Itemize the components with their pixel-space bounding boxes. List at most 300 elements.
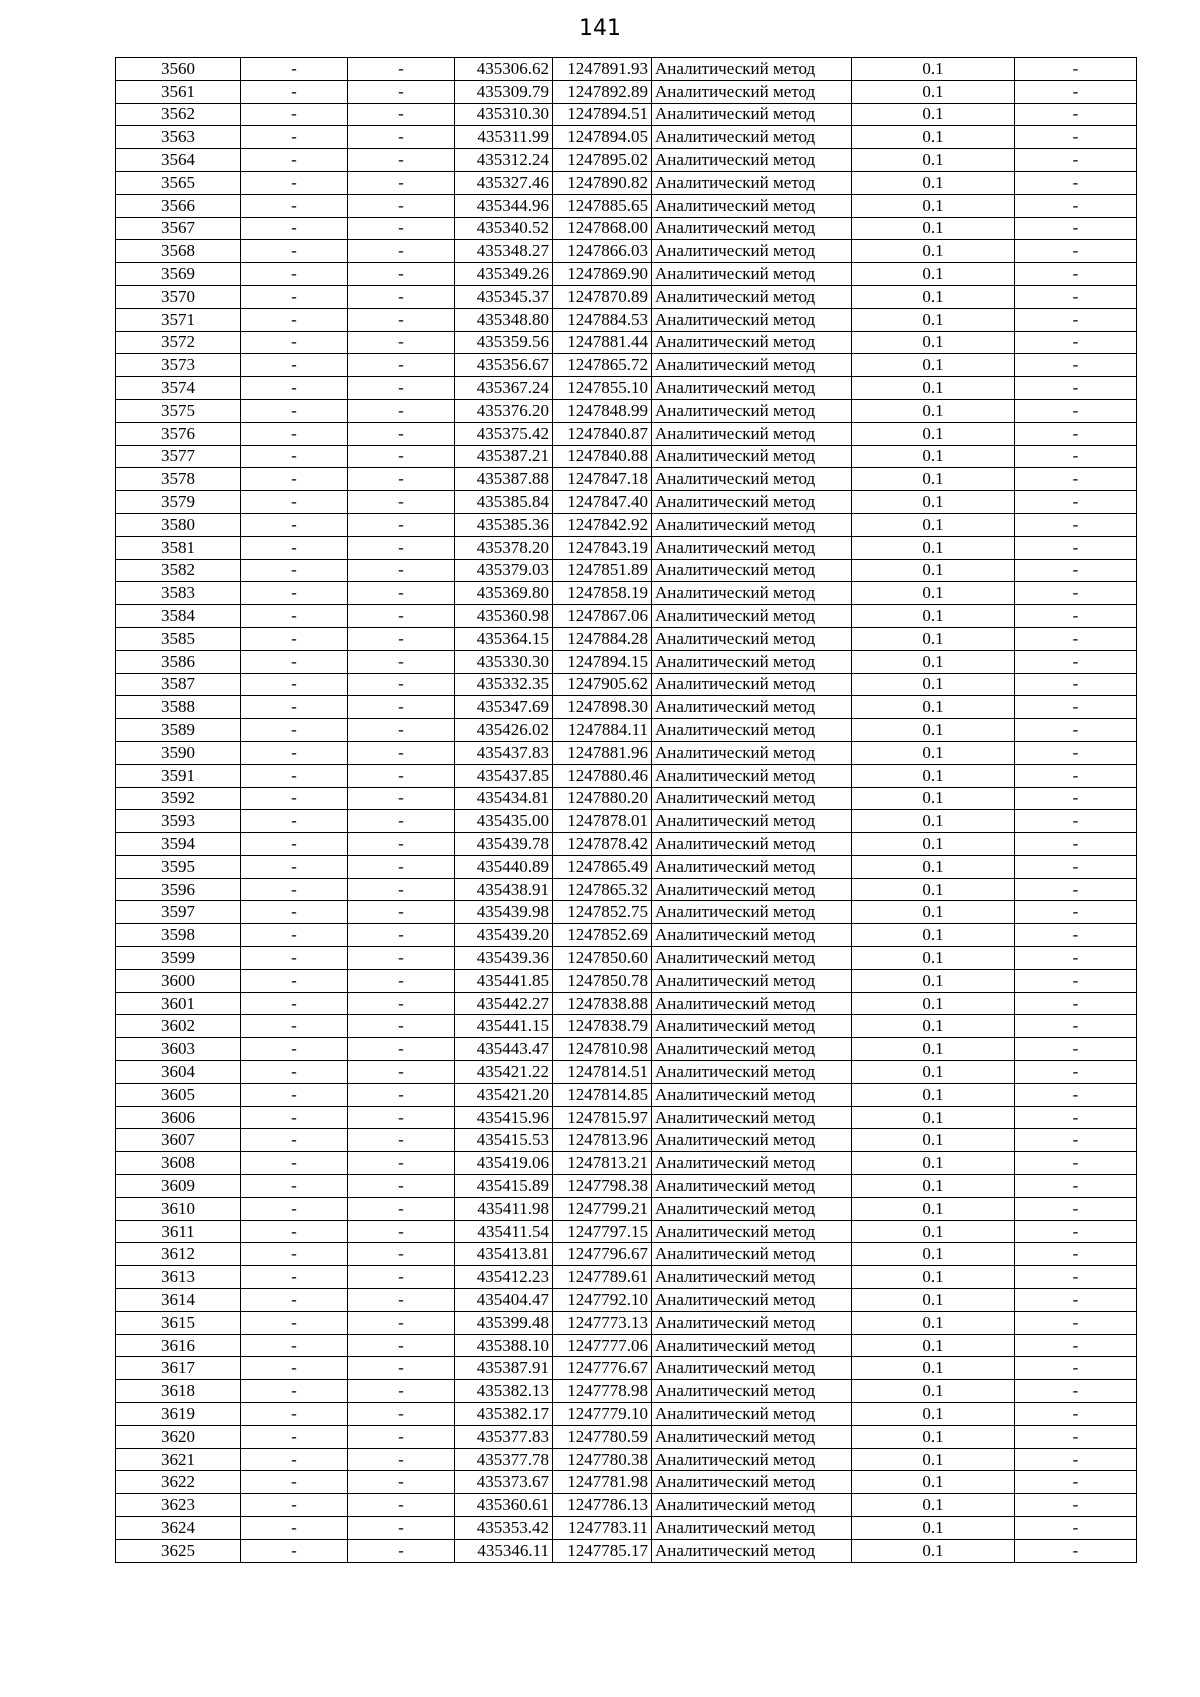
point-number-cell: 3592 <box>116 787 241 810</box>
empty-cell-a: - <box>241 240 348 263</box>
point-number-cell: 3587 <box>116 673 241 696</box>
method-cell: Аналитический метод <box>652 1517 852 1540</box>
method-cell: Аналитический метод <box>652 1289 852 1312</box>
point-number-cell: 3577 <box>116 445 241 468</box>
table-body <box>116 58 1137 1563</box>
empty-cell-a: - <box>241 673 348 696</box>
precision-cell: 0.1 <box>852 126 1015 149</box>
empty-cell-a: - <box>241 855 348 878</box>
empty-cell-b: - <box>348 354 455 377</box>
y-coordinate-cell: 1247868.00 <box>553 217 652 240</box>
empty-cell-c: - <box>1015 741 1137 764</box>
y-coordinate-cell: 1247884.11 <box>553 719 652 742</box>
empty-cell-c: - <box>1015 171 1137 194</box>
method-cell: Аналитический метод <box>652 810 852 833</box>
method-cell: Аналитический метод <box>652 1311 852 1334</box>
empty-cell-a: - <box>241 58 348 81</box>
method-cell: Аналитический метод <box>652 605 852 628</box>
method-cell: Аналитический метод <box>652 1197 852 1220</box>
point-number-cell: 3608 <box>116 1152 241 1175</box>
empty-cell-b: - <box>348 582 455 605</box>
empty-cell-c: - <box>1015 1380 1137 1403</box>
y-coordinate-cell: 1247779.10 <box>553 1403 652 1426</box>
y-coordinate-cell: 1247895.02 <box>553 149 652 172</box>
y-coordinate-cell: 1247892.89 <box>553 80 652 103</box>
point-number-cell: 3589 <box>116 719 241 742</box>
empty-cell-a: - <box>241 1403 348 1426</box>
empty-cell-a: - <box>241 171 348 194</box>
table-row <box>116 901 1137 924</box>
table-row <box>116 1334 1137 1357</box>
method-cell: Аналитический метод <box>652 719 852 742</box>
precision-cell: 0.1 <box>852 650 1015 673</box>
x-coordinate-cell: 435310.30 <box>455 103 553 126</box>
method-cell: Аналитический метод <box>652 126 852 149</box>
y-coordinate-cell: 1247894.15 <box>553 650 652 673</box>
y-coordinate-cell: 1247773.13 <box>553 1311 652 1334</box>
x-coordinate-cell: 435309.79 <box>455 80 553 103</box>
precision-cell: 0.1 <box>852 285 1015 308</box>
point-number-cell: 3563 <box>116 126 241 149</box>
x-coordinate-cell: 435369.80 <box>455 582 553 605</box>
x-coordinate-cell: 435376.20 <box>455 399 553 422</box>
table-row <box>116 1197 1137 1220</box>
table-row <box>116 80 1137 103</box>
precision-cell: 0.1 <box>852 399 1015 422</box>
empty-cell-c: - <box>1015 308 1137 331</box>
y-coordinate-cell: 1247870.89 <box>553 285 652 308</box>
y-coordinate-cell: 1247865.32 <box>553 878 652 901</box>
method-cell: Аналитический метод <box>652 1220 852 1243</box>
method-cell: Аналитический метод <box>652 308 852 331</box>
method-cell: Аналитический метод <box>652 855 852 878</box>
point-number-cell: 3605 <box>116 1083 241 1106</box>
y-coordinate-cell: 1247796.67 <box>553 1243 652 1266</box>
precision-cell: 0.1 <box>852 947 1015 970</box>
y-coordinate-cell: 1247838.79 <box>553 1015 652 1038</box>
table-row <box>116 1266 1137 1289</box>
x-coordinate-cell: 435345.37 <box>455 285 553 308</box>
empty-cell-b: - <box>348 308 455 331</box>
empty-cell-a: - <box>241 536 348 559</box>
empty-cell-c: - <box>1015 833 1137 856</box>
empty-cell-a: - <box>241 901 348 924</box>
empty-cell-b: - <box>348 627 455 650</box>
table-row <box>116 627 1137 650</box>
method-cell: Аналитический метод <box>652 1083 852 1106</box>
x-coordinate-cell: 435437.83 <box>455 741 553 764</box>
method-cell: Аналитический метод <box>652 491 852 514</box>
method-cell: Аналитический метод <box>652 1061 852 1084</box>
empty-cell-b: - <box>348 1175 455 1198</box>
x-coordinate-cell: 435332.35 <box>455 673 553 696</box>
empty-cell-c: - <box>1015 650 1137 673</box>
precision-cell: 0.1 <box>852 491 1015 514</box>
method-cell: Аналитический метод <box>652 103 852 126</box>
point-number-cell: 3583 <box>116 582 241 605</box>
y-coordinate-cell: 1247858.19 <box>553 582 652 605</box>
empty-cell-a: - <box>241 787 348 810</box>
y-coordinate-cell: 1247867.06 <box>553 605 652 628</box>
empty-cell-b: - <box>348 878 455 901</box>
table-row <box>116 1289 1137 1312</box>
table-row <box>116 833 1137 856</box>
precision-cell: 0.1 <box>852 1289 1015 1312</box>
method-cell: Аналитический метод <box>652 194 852 217</box>
method-cell: Аналитический метод <box>652 171 852 194</box>
point-number-cell: 3623 <box>116 1494 241 1517</box>
method-cell: Аналитический метод <box>652 331 852 354</box>
empty-cell-b: - <box>348 149 455 172</box>
empty-cell-c: - <box>1015 1448 1137 1471</box>
empty-cell-b: - <box>348 1494 455 1517</box>
x-coordinate-cell: 435360.98 <box>455 605 553 628</box>
point-number-cell: 3565 <box>116 171 241 194</box>
precision-cell: 0.1 <box>852 1517 1015 1540</box>
empty-cell-a: - <box>241 1539 348 1562</box>
table-row <box>116 1494 1137 1517</box>
point-number-cell: 3572 <box>116 331 241 354</box>
precision-cell: 0.1 <box>852 1015 1015 1038</box>
x-coordinate-cell: 435349.26 <box>455 263 553 286</box>
point-number-cell: 3567 <box>116 217 241 240</box>
method-cell: Аналитический метод <box>652 1152 852 1175</box>
point-number-cell: 3586 <box>116 650 241 673</box>
method-cell: Аналитический метод <box>652 878 852 901</box>
x-coordinate-cell: 435373.67 <box>455 1471 553 1494</box>
precision-cell: 0.1 <box>852 58 1015 81</box>
empty-cell-a: - <box>241 969 348 992</box>
empty-cell-b: - <box>348 1038 455 1061</box>
empty-cell-a: - <box>241 1357 348 1380</box>
x-coordinate-cell: 435359.56 <box>455 331 553 354</box>
precision-cell: 0.1 <box>852 627 1015 650</box>
x-coordinate-cell: 435353.42 <box>455 1517 553 1540</box>
empty-cell-a: - <box>241 947 348 970</box>
point-number-cell: 3570 <box>116 285 241 308</box>
precision-cell: 0.1 <box>852 377 1015 400</box>
empty-cell-c: - <box>1015 673 1137 696</box>
table-row <box>116 377 1137 400</box>
x-coordinate-cell: 435411.54 <box>455 1220 553 1243</box>
empty-cell-a: - <box>241 1175 348 1198</box>
x-coordinate-cell: 435438.91 <box>455 878 553 901</box>
empty-cell-a: - <box>241 627 348 650</box>
x-coordinate-cell: 435439.78 <box>455 833 553 856</box>
precision-cell: 0.1 <box>852 1152 1015 1175</box>
empty-cell-b: - <box>348 536 455 559</box>
table-row <box>116 1471 1137 1494</box>
empty-cell-b: - <box>348 787 455 810</box>
table-row <box>116 285 1137 308</box>
x-coordinate-cell: 435442.27 <box>455 992 553 1015</box>
x-coordinate-cell: 435378.20 <box>455 536 553 559</box>
table-row <box>116 719 1137 742</box>
empty-cell-b: - <box>348 1311 455 1334</box>
point-number-cell: 3600 <box>116 969 241 992</box>
method-cell: Аналитический метод <box>652 1494 852 1517</box>
x-coordinate-cell: 435364.15 <box>455 627 553 650</box>
empty-cell-a: - <box>241 1471 348 1494</box>
method-cell: Аналитический метод <box>652 217 852 240</box>
method-cell: Аналитический метод <box>652 354 852 377</box>
method-cell: Аналитический метод <box>652 58 852 81</box>
x-coordinate-cell: 435439.20 <box>455 924 553 947</box>
empty-cell-c: - <box>1015 855 1137 878</box>
table-row <box>116 559 1137 582</box>
precision-cell: 0.1 <box>852 1083 1015 1106</box>
method-cell: Аналитический метод <box>652 969 852 992</box>
empty-cell-b: - <box>348 924 455 947</box>
point-number-cell: 3581 <box>116 536 241 559</box>
y-coordinate-cell: 1247894.05 <box>553 126 652 149</box>
empty-cell-c: - <box>1015 1015 1137 1038</box>
y-coordinate-cell: 1247865.72 <box>553 354 652 377</box>
empty-cell-c: - <box>1015 491 1137 514</box>
x-coordinate-cell: 435327.46 <box>455 171 553 194</box>
y-coordinate-cell: 1247865.49 <box>553 855 652 878</box>
method-cell: Аналитический метод <box>652 1334 852 1357</box>
precision-cell: 0.1 <box>852 878 1015 901</box>
precision-cell: 0.1 <box>852 833 1015 856</box>
table-row <box>116 924 1137 947</box>
precision-cell: 0.1 <box>852 969 1015 992</box>
point-number-cell: 3595 <box>116 855 241 878</box>
empty-cell-b: - <box>348 1106 455 1129</box>
empty-cell-b: - <box>348 1243 455 1266</box>
empty-cell-b: - <box>348 605 455 628</box>
empty-cell-b: - <box>348 513 455 536</box>
empty-cell-b: - <box>348 855 455 878</box>
empty-cell-a: - <box>241 559 348 582</box>
point-number-cell: 3611 <box>116 1220 241 1243</box>
table-row <box>116 810 1137 833</box>
empty-cell-b: - <box>348 1129 455 1152</box>
x-coordinate-cell: 435367.24 <box>455 377 553 400</box>
precision-cell: 0.1 <box>852 1494 1015 1517</box>
y-coordinate-cell: 1247855.10 <box>553 377 652 400</box>
table-row <box>116 1311 1137 1334</box>
x-coordinate-cell: 435382.17 <box>455 1403 553 1426</box>
table-row <box>116 992 1137 1015</box>
empty-cell-c: - <box>1015 1220 1137 1243</box>
empty-cell-a: - <box>241 696 348 719</box>
table-row <box>116 513 1137 536</box>
empty-cell-b: - <box>348 764 455 787</box>
precision-cell: 0.1 <box>852 764 1015 787</box>
point-number-cell: 3619 <box>116 1403 241 1426</box>
y-coordinate-cell: 1247843.19 <box>553 536 652 559</box>
table-row <box>116 536 1137 559</box>
point-number-cell: 3606 <box>116 1106 241 1129</box>
x-coordinate-cell: 435382.13 <box>455 1380 553 1403</box>
empty-cell-b: - <box>348 947 455 970</box>
empty-cell-a: - <box>241 605 348 628</box>
empty-cell-a: - <box>241 149 348 172</box>
x-coordinate-cell: 435421.20 <box>455 1083 553 1106</box>
empty-cell-a: - <box>241 833 348 856</box>
precision-cell: 0.1 <box>852 1106 1015 1129</box>
table-row <box>116 741 1137 764</box>
point-number-cell: 3599 <box>116 947 241 970</box>
point-number-cell: 3576 <box>116 422 241 445</box>
method-cell: Аналитический метод <box>652 1243 852 1266</box>
empty-cell-c: - <box>1015 354 1137 377</box>
x-coordinate-cell: 435434.81 <box>455 787 553 810</box>
x-coordinate-cell: 435330.30 <box>455 650 553 673</box>
y-coordinate-cell: 1247850.60 <box>553 947 652 970</box>
point-number-cell: 3564 <box>116 149 241 172</box>
table-row <box>116 1175 1137 1198</box>
point-number-cell: 3571 <box>116 308 241 331</box>
empty-cell-a: - <box>241 1425 348 1448</box>
empty-cell-a: - <box>241 1334 348 1357</box>
method-cell: Аналитический метод <box>652 924 852 947</box>
x-coordinate-cell: 435344.96 <box>455 194 553 217</box>
x-coordinate-cell: 435348.80 <box>455 308 553 331</box>
method-cell: Аналитический метод <box>652 445 852 468</box>
table-row <box>116 1015 1137 1038</box>
empty-cell-c: - <box>1015 1243 1137 1266</box>
empty-cell-b: - <box>348 1152 455 1175</box>
empty-cell-b: - <box>348 399 455 422</box>
empty-cell-c: - <box>1015 1357 1137 1380</box>
method-cell: Аналитический метод <box>652 80 852 103</box>
point-number-cell: 3618 <box>116 1380 241 1403</box>
empty-cell-c: - <box>1015 1106 1137 1129</box>
x-coordinate-cell: 435375.42 <box>455 422 553 445</box>
precision-cell: 0.1 <box>852 331 1015 354</box>
empty-cell-a: - <box>241 1243 348 1266</box>
empty-cell-c: - <box>1015 1061 1137 1084</box>
empty-cell-a: - <box>241 491 348 514</box>
empty-cell-b: - <box>348 171 455 194</box>
empty-cell-b: - <box>348 80 455 103</box>
point-number-cell: 3624 <box>116 1517 241 1540</box>
table-row <box>116 149 1137 172</box>
table-row <box>116 240 1137 263</box>
empty-cell-c: - <box>1015 263 1137 286</box>
table-row <box>116 331 1137 354</box>
precision-cell: 0.1 <box>852 719 1015 742</box>
y-coordinate-cell: 1247881.96 <box>553 741 652 764</box>
method-cell: Аналитический метод <box>652 992 852 1015</box>
precision-cell: 0.1 <box>852 1038 1015 1061</box>
point-number-cell: 3588 <box>116 696 241 719</box>
empty-cell-a: - <box>241 1083 348 1106</box>
precision-cell: 0.1 <box>852 1380 1015 1403</box>
x-coordinate-cell: 435347.69 <box>455 696 553 719</box>
x-coordinate-cell: 435426.02 <box>455 719 553 742</box>
precision-cell: 0.1 <box>852 1448 1015 1471</box>
empty-cell-c: - <box>1015 787 1137 810</box>
table-row <box>116 673 1137 696</box>
empty-cell-c: - <box>1015 878 1137 901</box>
empty-cell-a: - <box>241 308 348 331</box>
point-number-cell: 3584 <box>116 605 241 628</box>
y-coordinate-cell: 1247878.01 <box>553 810 652 833</box>
empty-cell-c: - <box>1015 1539 1137 1562</box>
method-cell: Аналитический метод <box>652 1129 852 1152</box>
y-coordinate-cell: 1247815.97 <box>553 1106 652 1129</box>
empty-cell-a: - <box>241 582 348 605</box>
empty-cell-a: - <box>241 1129 348 1152</box>
x-coordinate-cell: 435439.98 <box>455 901 553 924</box>
empty-cell-a: - <box>241 445 348 468</box>
point-number-cell: 3596 <box>116 878 241 901</box>
method-cell: Аналитический метод <box>652 1038 852 1061</box>
empty-cell-b: - <box>348 1517 455 1540</box>
empty-cell-c: - <box>1015 285 1137 308</box>
point-number-cell: 3560 <box>116 58 241 81</box>
y-coordinate-cell: 1247792.10 <box>553 1289 652 1312</box>
precision-cell: 0.1 <box>852 855 1015 878</box>
point-number-cell: 3594 <box>116 833 241 856</box>
y-coordinate-cell: 1247885.65 <box>553 194 652 217</box>
empty-cell-a: - <box>241 1517 348 1540</box>
empty-cell-a: - <box>241 650 348 673</box>
y-coordinate-cell: 1247778.98 <box>553 1380 652 1403</box>
table-row <box>116 1129 1137 1152</box>
empty-cell-b: - <box>348 969 455 992</box>
table-row <box>116 103 1137 126</box>
point-number-cell: 3598 <box>116 924 241 947</box>
precision-cell: 0.1 <box>852 673 1015 696</box>
point-number-cell: 3616 <box>116 1334 241 1357</box>
x-coordinate-cell: 435413.81 <box>455 1243 553 1266</box>
method-cell: Аналитический метод <box>652 377 852 400</box>
empty-cell-b: - <box>348 1083 455 1106</box>
method-cell: Аналитический метод <box>652 1380 852 1403</box>
table-row <box>116 1038 1137 1061</box>
x-coordinate-cell: 435385.84 <box>455 491 553 514</box>
precision-cell: 0.1 <box>852 1357 1015 1380</box>
precision-cell: 0.1 <box>852 901 1015 924</box>
empty-cell-a: - <box>241 468 348 491</box>
table-row <box>116 1425 1137 1448</box>
precision-cell: 0.1 <box>852 422 1015 445</box>
table-row <box>116 1380 1137 1403</box>
precision-cell: 0.1 <box>852 149 1015 172</box>
empty-cell-a: - <box>241 399 348 422</box>
table-row <box>116 1083 1137 1106</box>
empty-cell-a: - <box>241 194 348 217</box>
empty-cell-b: - <box>348 1015 455 1038</box>
method-cell: Аналитический метод <box>652 1175 852 1198</box>
empty-cell-c: - <box>1015 969 1137 992</box>
point-number-cell: 3597 <box>116 901 241 924</box>
empty-cell-b: - <box>348 491 455 514</box>
empty-cell-b: - <box>348 285 455 308</box>
empty-cell-a: - <box>241 285 348 308</box>
empty-cell-c: - <box>1015 1289 1137 1312</box>
empty-cell-a: - <box>241 741 348 764</box>
point-number-cell: 3621 <box>116 1448 241 1471</box>
empty-cell-b: - <box>348 1266 455 1289</box>
y-coordinate-cell: 1247813.96 <box>553 1129 652 1152</box>
x-coordinate-cell: 435421.22 <box>455 1061 553 1084</box>
x-coordinate-cell: 435441.15 <box>455 1015 553 1038</box>
empty-cell-b: - <box>348 58 455 81</box>
table-row <box>116 1357 1137 1380</box>
y-coordinate-cell: 1247852.75 <box>553 901 652 924</box>
empty-cell-b: - <box>348 559 455 582</box>
table-row <box>116 1243 1137 1266</box>
empty-cell-a: - <box>241 1106 348 1129</box>
empty-cell-a: - <box>241 1494 348 1517</box>
empty-cell-a: - <box>241 1015 348 1038</box>
point-number-cell: 3622 <box>116 1471 241 1494</box>
